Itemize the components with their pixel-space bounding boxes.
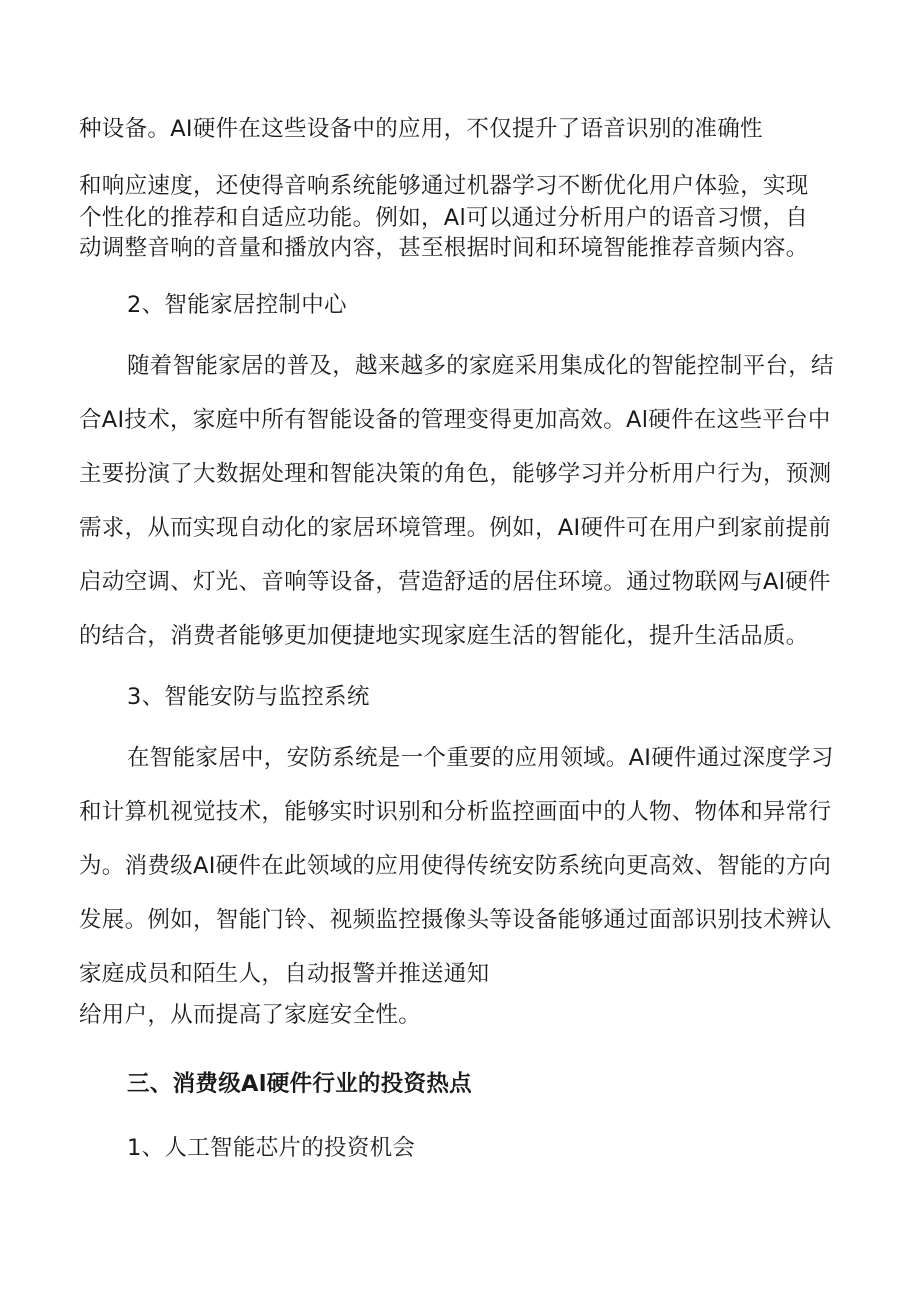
paragraph-line: 在智能家居中，安防系统是一个重要的应用领域。AI硬件通过深度学习 bbox=[127, 745, 834, 771]
paragraph-line: 的结合，消费者能够更加便捷地实现家庭生活的智能化，提升生活品质。 bbox=[79, 623, 809, 649]
paragraph-line: 种设备。AI硬件在这些设备中的应用，不仅提升了语音识别的准确性 bbox=[79, 116, 763, 142]
paragraph-line: 需求，从而实现自动化的家居环境管理。例如，AI硬件可在用户到家前提前 bbox=[79, 515, 832, 541]
paragraph-line: 和响应速度，还使得音响系统能够通过机器学习不断优化用户体验，实现 bbox=[79, 173, 809, 199]
subsection-heading: 2、智能家居控制中心 bbox=[127, 292, 347, 318]
paragraph-line: 和计算机视觉技术，能够实时识别和分析监控画面中的人物、物体和异常行 bbox=[79, 799, 832, 825]
paragraph-line: 启动空调、灯光、音响等设备，营造舒适的居住环境。通过物联网与Al硬件 bbox=[79, 569, 831, 595]
paragraph-line: 家庭成员和陌生人，自动报警并推送通知 bbox=[79, 961, 490, 987]
paragraph-line: 个性化的推荐和自适应功能。例如，Al可以通过分析用户的语音习惯，自 bbox=[79, 205, 809, 231]
section-heading: 三、消费级Al硬件行业的投资热点 bbox=[127, 1071, 472, 1097]
paragraph-line: 主要扮演了大数据处理和智能决策的角色，能够学习并分析用户行为，预测 bbox=[79, 461, 832, 487]
paragraph-line: 随着智能家居的普及，越来越多的家庭采用集成化的智能控制平台，结 bbox=[127, 353, 834, 379]
paragraph-line: 合AI技术，家庭中所有智能设备的管理变得更加高效。Al硬件在这些平台中 bbox=[79, 407, 831, 433]
subsection-heading: 1、人工智能芯片的投资机会 bbox=[127, 1135, 416, 1161]
paragraph-line: 发展。例如，智能门铃、视频监控摄像头等设备能够通过面部识别技术辨认 bbox=[79, 907, 832, 933]
paragraph-line: 为。消费级AI硬件在此领域的应用使得传统安防系统向更高效、智能的方向 bbox=[79, 853, 832, 879]
paragraph-line: 动调整音响的音量和播放内容，甚至根据时间和环境智能推荐音频内容。 bbox=[79, 235, 809, 261]
paragraph-line: 给用户，从而提高了家庭安全性。 bbox=[79, 1002, 422, 1028]
subsection-heading: 3、智能安防与监控系统 bbox=[127, 684, 370, 710]
